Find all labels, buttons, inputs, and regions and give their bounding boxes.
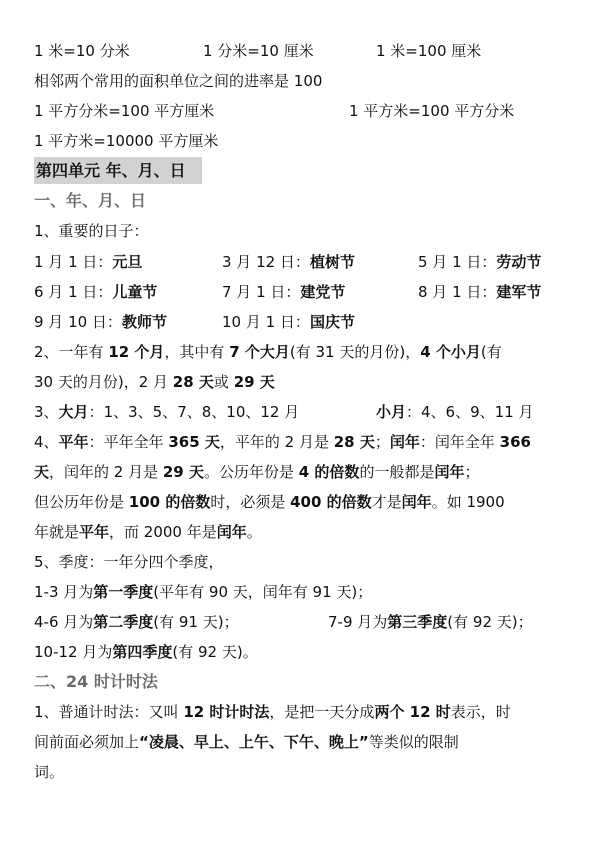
- months-count-line-2: 30 天的月份)，2 月 28 天或 29 天: [34, 373, 275, 391]
- holiday-item: 3 月 12 日：植树节: [222, 253, 355, 271]
- quarter-2-line: 4-6 月为第二季度(有 91 天)；: [34, 613, 239, 631]
- quarter-4-line: 10-12 月为第四季度(有 92 天)。: [34, 643, 258, 661]
- clock-system-line-3: 词。: [34, 763, 65, 781]
- months-count-line-1: 2、一年有 12 个月，其中有 7 个大月(有 31 天的月份)，4 个小月(有: [34, 343, 502, 361]
- section-title-year-month-day: 一、年、月、日: [34, 191, 147, 210]
- holiday-item: 8 月 1 日：建军节: [418, 283, 542, 301]
- section-title-24h-clock: 二、24 时计时法: [34, 672, 158, 691]
- important-days-title: 1、重要的日子：: [34, 222, 149, 240]
- leap-year-line-3: 但公历年份是 100 的倍数时，必须是 400 的倍数才是闰年。如 1900: [34, 493, 505, 511]
- holiday-item: 10 月 1 日：国庆节: [222, 313, 355, 331]
- holiday-item: 6 月 1 日：儿童节: [34, 283, 158, 301]
- leap-year-line-4: 年就是平年，而 2000 年是闰年。: [34, 523, 262, 541]
- quarter-1-line: 1-3 月为第一季度(平年有 90 天，闰年有 91 天)；: [34, 583, 373, 601]
- leap-year-line-2: 天，闰年的 2 月是 29 天。公历年份是 4 的倍数的一般都是闰年；: [34, 463, 480, 481]
- area-unit-m2-cm2: 1 平方米=10000 平方厘米: [34, 132, 219, 150]
- quarter-3-line: 7-9 月为第三季度(有 92 天)；: [328, 613, 533, 631]
- big-months-line: 3、大月：1、3、5、7、8、10、12 月: [34, 403, 300, 421]
- quarters-title: 5、季度：一年分四个季度，: [34, 553, 224, 571]
- unit-title: 第四单元 年、月、日: [36, 161, 186, 180]
- unit-title-highlight: [34, 157, 202, 184]
- holiday-item: 5 月 1 日：劳动节: [418, 253, 542, 271]
- length-unit-dm-cm: 1 分米=10 厘米: [203, 42, 314, 60]
- area-rate-text: 相邻两个常用的面积单位之间的进率是 100: [34, 72, 323, 90]
- holiday-item: 9 月 10 日：教师节: [34, 313, 167, 331]
- area-unit-dm2-cm2: 1 平方分米=100 平方厘米: [34, 102, 215, 120]
- holiday-item: 1 月 1 日：元旦: [34, 253, 143, 271]
- clock-system-line-2: 间前面必须加上“凌晨、早上、上午、下午、晚上”等类似的限制: [34, 733, 459, 751]
- holiday-item: 7 月 1 日：建党节: [222, 283, 346, 301]
- area-unit-m2-dm2: 1 平方米=100 平方分米: [349, 102, 515, 120]
- leap-year-line-1: 4、平年：平年全年 365 天，平年的 2 月是 28 天；闰年：闰年全年 366: [34, 433, 531, 451]
- clock-system-line-1: 1、普通计时法：又叫 12 时计时法，是把一天分成两个 12 时表示，时: [34, 703, 511, 721]
- length-unit-m-dm: 1 米=10 分米: [34, 42, 130, 60]
- small-months-line: 小月：4、6、9、11 月: [376, 403, 534, 421]
- length-unit-m-cm: 1 米=100 厘米: [376, 42, 482, 60]
